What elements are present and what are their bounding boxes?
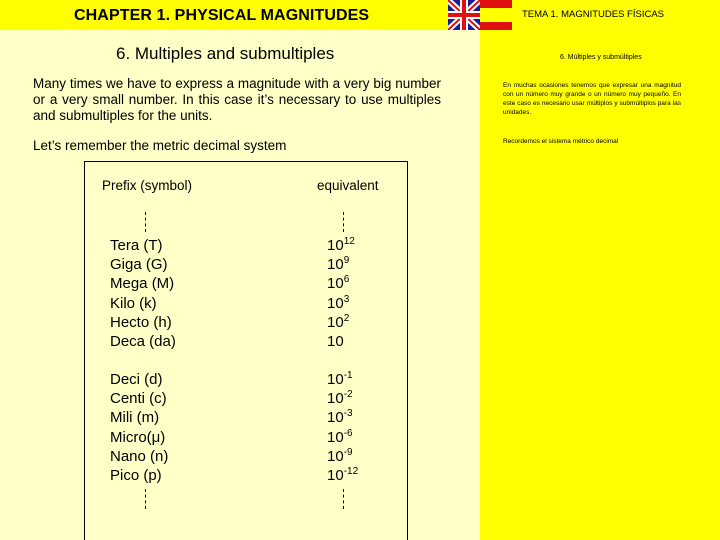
power-base: 10 (327, 428, 344, 446)
prefix-cell: Mili (m) (110, 409, 160, 427)
ellipsis-bottom-left (145, 489, 146, 509)
equivalent-cell (327, 389, 358, 408)
prefix-cell: Centi (c) (110, 390, 167, 408)
remember-line-es: Recordemos el sistema métrico decimal (503, 138, 619, 145)
prefix-cell: Nano (n) (110, 447, 169, 465)
equivalent-cell (327, 332, 355, 351)
power-base: 10 (327, 447, 344, 465)
equivalent-cell (327, 274, 355, 293)
multiples-prefix-list (110, 236, 176, 351)
equivalent-cell (327, 294, 355, 313)
power-exponent: 9 (343, 255, 350, 267)
equivalent-column-header: equivalent (317, 178, 379, 193)
power-exponent: -9 (343, 446, 353, 458)
chapter-title: CHAPTER 1. PHYSICAL MAGNITUDES (74, 7, 370, 24)
tema-title: TEMA 1. MAGNITUDES FÍSICAS (522, 9, 664, 20)
multiples-equivalent-list (327, 236, 355, 351)
flags-icon (448, 0, 512, 30)
ellipsis-bottom-right (343, 489, 344, 509)
prefix-cell: Micro(μ) (110, 428, 166, 446)
power-base: 10 (327, 294, 344, 312)
power-base: 10 (327, 333, 344, 351)
power-exponent: 3 (343, 293, 350, 305)
power-exponent: 2 (343, 312, 350, 324)
prefix-cell: Kilo (k) (110, 294, 157, 312)
power-base: 10 (327, 371, 344, 388)
power-exponent: -6 (343, 427, 353, 439)
prefix-cell: Giga (G) (110, 256, 168, 274)
prefix-cell: Hecto (h) (110, 313, 172, 331)
equivalent-cell (327, 313, 355, 332)
equivalent-cell (327, 466, 358, 485)
remember-line: Let’s remember the metric decimal system (33, 138, 287, 153)
submultiples-prefix-list (110, 370, 168, 485)
prefix-cell: Pico (p) (110, 467, 162, 485)
power-base: 10 (327, 275, 344, 293)
equivalent-cell (327, 255, 355, 274)
prefix-cell: Mega (M) (110, 275, 175, 293)
section-title: 6. Multiples and submultiples (116, 44, 335, 63)
ellipsis-top-right (343, 212, 344, 232)
intro-paragraph: Many times we have to express a magnitude with a very big number or a very small number. In this case it’s necessary to use multiples and submultiples for the units. (33, 76, 441, 123)
equivalent-cell (327, 428, 358, 447)
equivalent-cell (327, 370, 358, 389)
power-exponent: -12 (343, 466, 359, 478)
equivalent-cell (327, 447, 358, 466)
submultiples-equivalent-list (327, 370, 358, 485)
power-exponent: 12 (343, 236, 355, 247)
power-base: 10 (327, 467, 344, 485)
prefix-cell: Deca (da) (110, 333, 176, 351)
power-exponent: -2 (343, 389, 353, 401)
power-base: 10 (327, 313, 344, 331)
equivalent-cell (327, 236, 355, 255)
intro-paragraph-es: En muchas ocasiones tenemos que expresar una magnitud con un número muy grande o un número muy pequeño. En este caso es necesario usar múltiplos y submúltiplos para las unidades. (503, 82, 681, 116)
power-base: 10 (327, 256, 344, 274)
power-exponent: 6 (343, 274, 350, 286)
power-exponent: -1 (343, 370, 353, 381)
prefix-cell: Deci (d) (110, 371, 163, 388)
equivalent-cell (327, 408, 358, 427)
ellipsis-top-left (145, 212, 146, 232)
prefix-cell: Tera (T) (110, 237, 163, 254)
power-exponent: -3 (343, 408, 353, 420)
section-title-es: 6. Múltiples y submúltiples (560, 54, 642, 61)
power-base: 10 (327, 237, 344, 254)
prefix-column-header: Prefix (symbol) (102, 178, 193, 193)
power-base: 10 (327, 390, 344, 408)
power-base: 10 (327, 409, 344, 427)
